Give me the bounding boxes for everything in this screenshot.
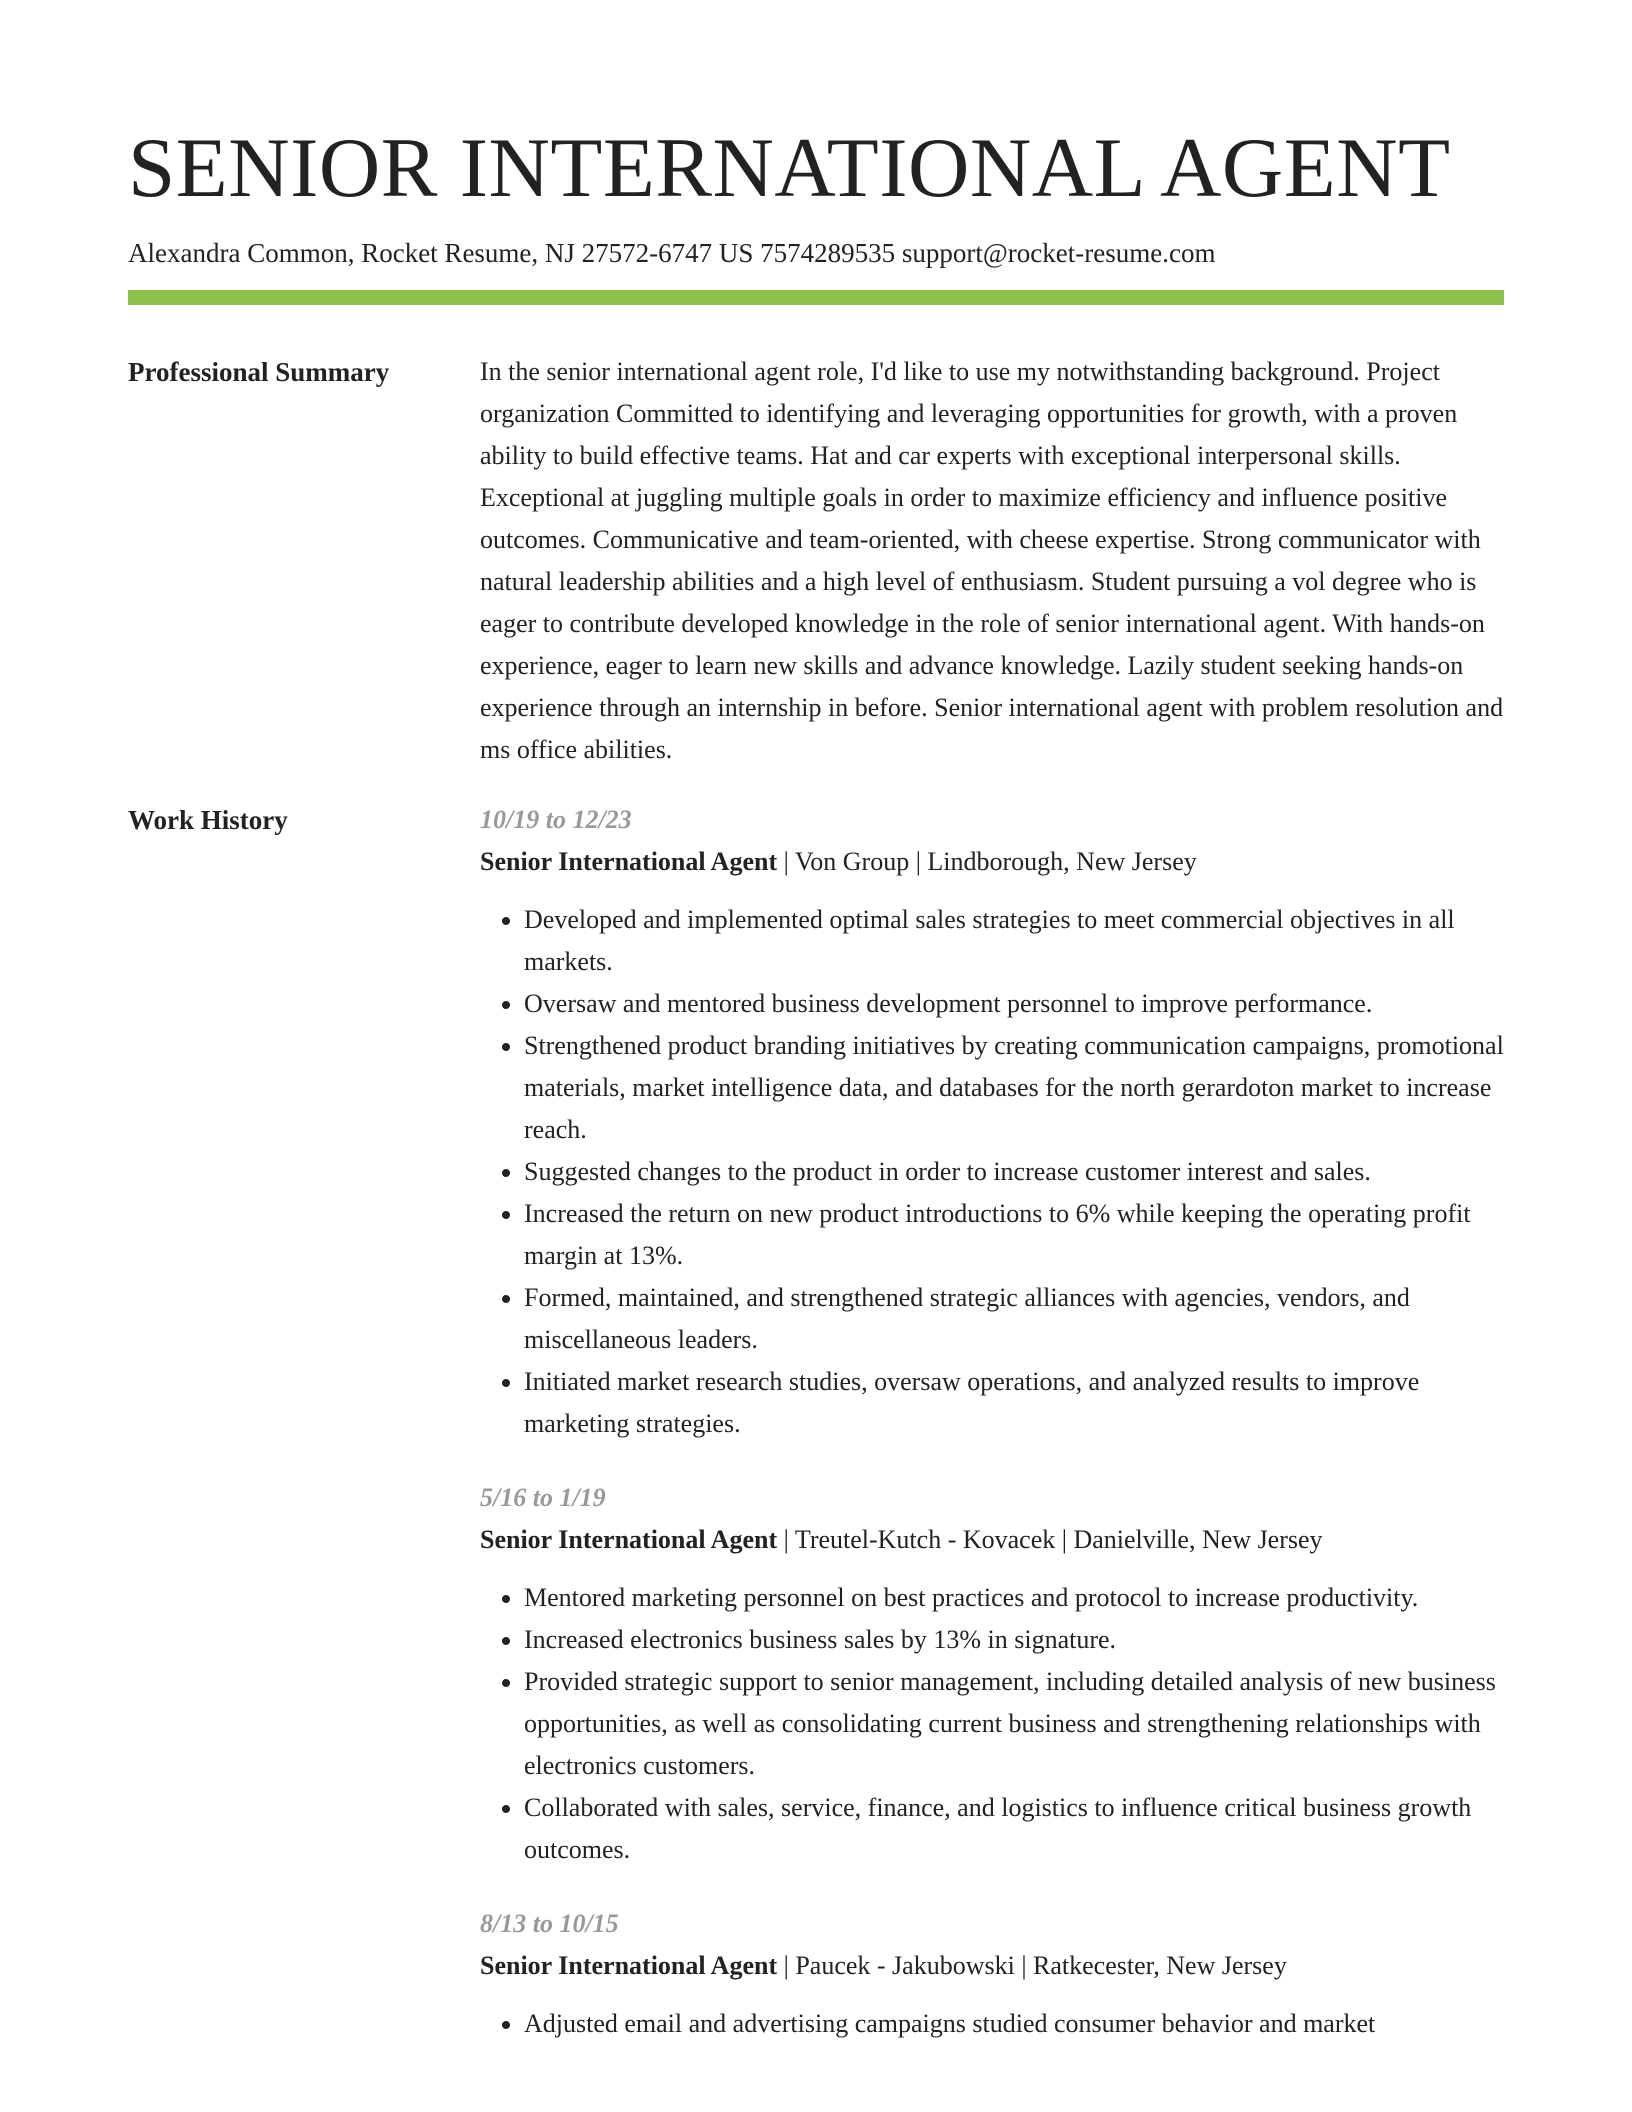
job-dates: 5/16 to 1/19 bbox=[480, 1483, 606, 1512]
resume-title: SENIOR INTERNATIONAL AGENT bbox=[128, 121, 1451, 215]
bullet-item: • Increased electronics business sales by 13% in signature. bbox=[524, 1619, 1504, 1661]
job-details: | Paucek - Jakubowski | Ratkecester, New Jersey bbox=[777, 1951, 1287, 1980]
job-role: Senior International Agent bbox=[480, 847, 778, 876]
job-bullets bbox=[480, 2003, 1504, 2045]
summary-body bbox=[480, 351, 1504, 771]
bullet-item: • Mentored marketing personnel on best practices and protocol to increase productivity. bbox=[524, 1577, 1504, 1619]
bullet-item: • Provided strategic support to senior management, including detailed analysis of new business opportunities, as well as consolidating current business and strengthening relationships with electronics customers. bbox=[524, 1661, 1504, 1787]
summary-text: In the senior international agent role, I'd like to use my notwithstanding background. Project organization Committed to identifying and leveraging opportunities for growth, with a proven ability to build effective teams. Hat and car experts with exceptional interpersonal skills. Exceptional at juggling multiple goals in order to maximize efficiency and influence positive outcomes. Communicative and team-oriented, with cheese expertise. Strong communicator with natural leadership abilities and a high level of enthusiasm. Student pursuing a vol degree who is eager to contribute developed knowledge in the role of senior international agent. With hands-on experience, eager to learn new skills and advance knowledge. Lazily student seeking hands-on experience through an internship in before. Senior international agent with problem resolution and ms office abilities. bbox=[480, 357, 1504, 764]
contact-line: Alexandra Common, Rocket Resume, NJ 27572-6747 US 7574289535 support@rocket-resume.com bbox=[128, 238, 1216, 268]
job-entry bbox=[480, 799, 1504, 1445]
bullet-item: • Strengthened product branding initiatives by creating communication campaigns, promotional materials, market intelligence data, and databases for the north gerardoton market to increase reach. bbox=[524, 1025, 1504, 1151]
job-role: Senior International Agent bbox=[480, 1525, 778, 1554]
work-history-body bbox=[480, 799, 1504, 2077]
bullet-item: • Suggested changes to the product in order to increase customer interest and sales. bbox=[524, 1151, 1504, 1193]
job-entry bbox=[480, 1477, 1504, 1871]
job-title-line bbox=[480, 1945, 1504, 1987]
section-label-summary: Professional Summary bbox=[128, 357, 390, 387]
job-dates: 10/19 to 12/23 bbox=[480, 805, 632, 834]
bullet-item: • Formed, maintained, and strengthened strategic alliances with agencies, vendors, and miscellaneous leaders. bbox=[524, 1277, 1504, 1361]
job-title-line bbox=[480, 1519, 1504, 1561]
bullet-item: • Collaborated with sales, service, finance, and logistics to influence critical business growth outcomes. bbox=[524, 1787, 1504, 1871]
job-title-line bbox=[480, 841, 1504, 883]
job-dates: 8/13 to 10/15 bbox=[480, 1909, 619, 1938]
bullet-item: • Oversaw and mentored business development personnel to improve performance. bbox=[524, 983, 1504, 1025]
section-label-work: Work History bbox=[128, 805, 288, 835]
bullet-item: • Adjusted email and advertising campaigns studied consumer behavior and market bbox=[524, 2003, 1504, 2045]
work-history-section bbox=[128, 799, 1504, 2077]
bullet-item: • Initiated market research studies, oversaw operations, and analyzed results to improve marketing strategies. bbox=[524, 1361, 1504, 1445]
header-divider bbox=[128, 290, 1504, 305]
professional-summary-section bbox=[128, 351, 1504, 771]
job-bullets bbox=[480, 899, 1504, 1445]
job-bullets bbox=[480, 1577, 1504, 1871]
job-entry bbox=[480, 1903, 1504, 2045]
job-details: | Von Group | Lindborough, New Jersey bbox=[777, 847, 1197, 876]
bullet-item: • Increased the return on new product introductions to 6% while keeping the operating profit margin at 13%. bbox=[524, 1193, 1504, 1277]
job-role: Senior International Agent bbox=[480, 1951, 778, 1980]
resume-page bbox=[128, 0, 1504, 2077]
bullet-item: • Developed and implemented optimal sales strategies to meet commercial objectives in all markets. bbox=[524, 899, 1504, 983]
job-details: | Treutel-Kutch - Kovacek | Danielville, New Jersey bbox=[777, 1525, 1323, 1554]
